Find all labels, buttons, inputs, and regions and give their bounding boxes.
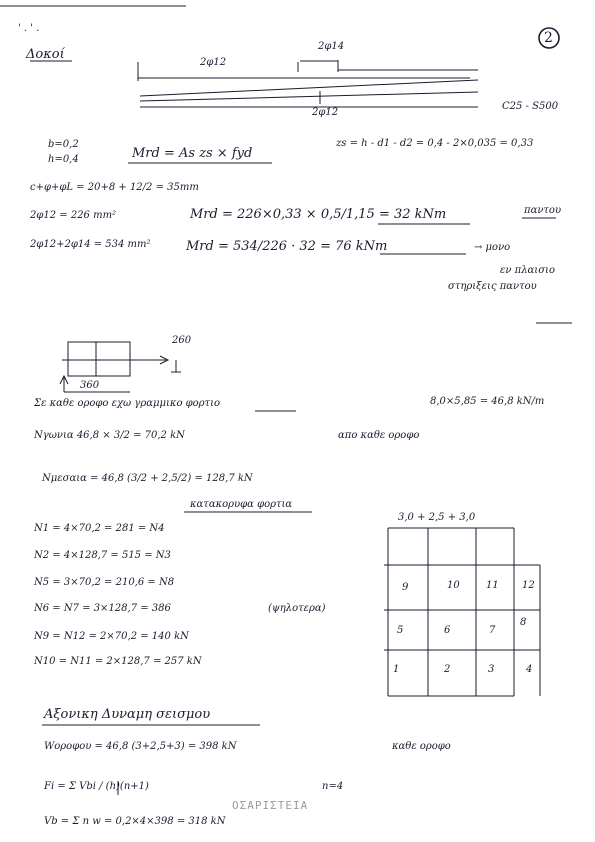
slab-sketch xyxy=(60,342,181,392)
frame-label-4: 4 xyxy=(526,664,533,675)
frame-label-9: 9 xyxy=(402,582,409,593)
n9-line: N9 = N12 = 2×70,2 = 140 kN xyxy=(34,631,189,642)
bottom-bar-label: 2φ12 xyxy=(312,107,339,118)
frame-label-11: 11 xyxy=(486,580,499,591)
n1-line: N1 = 4×70,2 = 281 = N4 xyxy=(34,523,165,534)
n-corner-line: Nγωνια 46,8 × 3/2 = 70,2 kN xyxy=(34,430,185,441)
frame-label-3: 3 xyxy=(488,664,495,675)
n-value: n=4 xyxy=(322,781,344,792)
mrd1-line: Mrd = 226×0,33 × 0,5/1,15 = 32 kNm xyxy=(190,207,447,222)
vb-line: Vb = Σ n w = 0,2×4×398 = 318 kN xyxy=(44,816,226,827)
n2-line: N2 = 4×128,7 = 515 = N3 xyxy=(34,550,171,561)
w-roof-line: Wοροφου = 46,8 (3+2,5+3) = 398 kN xyxy=(44,741,237,752)
frame-label-2: 2 xyxy=(444,664,451,675)
frame-label-1: 1 xyxy=(393,664,400,675)
slab-dim-right: 260 xyxy=(172,335,192,346)
fi-formula: Fi = Σ Vbi / (h)(n+1) xyxy=(44,781,149,792)
frame-label-6: 6 xyxy=(444,625,451,636)
n10-line: N10 = N11 = 2×128,7 = 257 kN xyxy=(34,656,202,667)
corner-marks: ' . ' . xyxy=(18,23,40,34)
note-supports: στηριξεις παντου xyxy=(448,281,537,292)
frame-sketch xyxy=(384,528,540,696)
note-frame: εν πλαισιο xyxy=(500,265,555,276)
loads-intro: Σε καθε οροφο εχω γραμμικο φορτιο xyxy=(34,398,221,409)
seismic-title: Αξονικη Δυναμη σεισμου xyxy=(44,707,211,722)
section-h: h=0,4 xyxy=(48,154,79,165)
n6-line: N6 = N7 = 3×128,7 = 386 xyxy=(34,603,171,614)
slab-dim-bottom: 360 xyxy=(80,380,100,391)
frame-label-10: 10 xyxy=(447,580,460,591)
loads-intro-value: 8,0×5,85 = 46,8 kN/m xyxy=(430,396,545,407)
top-right-bar-label: 2φ14 xyxy=(318,41,345,52)
top-left-bar-label: 2φ12 xyxy=(200,57,227,68)
frame-top-dims: 3,0 + 2,5 + 3,0 xyxy=(398,512,476,523)
note-only: → μονο xyxy=(474,242,511,253)
zs-formula: zs = h - d1 - d2 = 0,4 - 2×0,035 = 0,33 xyxy=(336,138,534,149)
frame-label-7: 7 xyxy=(489,625,496,636)
materials-label: C25 - S500 xyxy=(502,101,559,112)
two-phi12-phi14-line: 2φ12+2φ14 = 534 mm² xyxy=(30,239,151,250)
two-phi12-line: 2φ12 = 226 mm² xyxy=(30,210,117,221)
mrd2-line: Mrd = 534/226 · 32 = 76 kNm xyxy=(186,239,388,254)
n6-note: (ψηλοτερα) xyxy=(268,603,326,614)
note-everywhere: παντου xyxy=(524,205,562,216)
n-corner-note: απο καθε οροφο xyxy=(338,430,420,441)
beam-sketch xyxy=(138,57,478,107)
cover-line: c+φ+φL = 20+8 + 12/2 = 35mm xyxy=(30,182,199,193)
heading: Δοκοί xyxy=(26,47,65,62)
frame-label-12: 12 xyxy=(522,580,535,591)
mrd-formula: Mrd = As zs × fyd xyxy=(132,146,253,161)
frame-label-5: 5 xyxy=(397,625,404,636)
n-middle-line: Nμεσαια = 46,8 (3/2 + 2,5/2) = 128,7 kN xyxy=(42,473,253,484)
w-roof-note: καθε οροφο xyxy=(392,741,451,752)
frame-label-8: 8 xyxy=(520,617,527,628)
section-b: b=0,2 xyxy=(48,139,79,150)
n5-line: N5 = 3×70,2 = 210,6 = N8 xyxy=(34,577,175,588)
stamp-watermark: ΟΣΑΡΙΣΤΕΙΑ xyxy=(232,799,309,812)
page-number: 2 xyxy=(544,30,553,46)
column-loads-title: κατακορυφα φορτια xyxy=(190,499,293,510)
